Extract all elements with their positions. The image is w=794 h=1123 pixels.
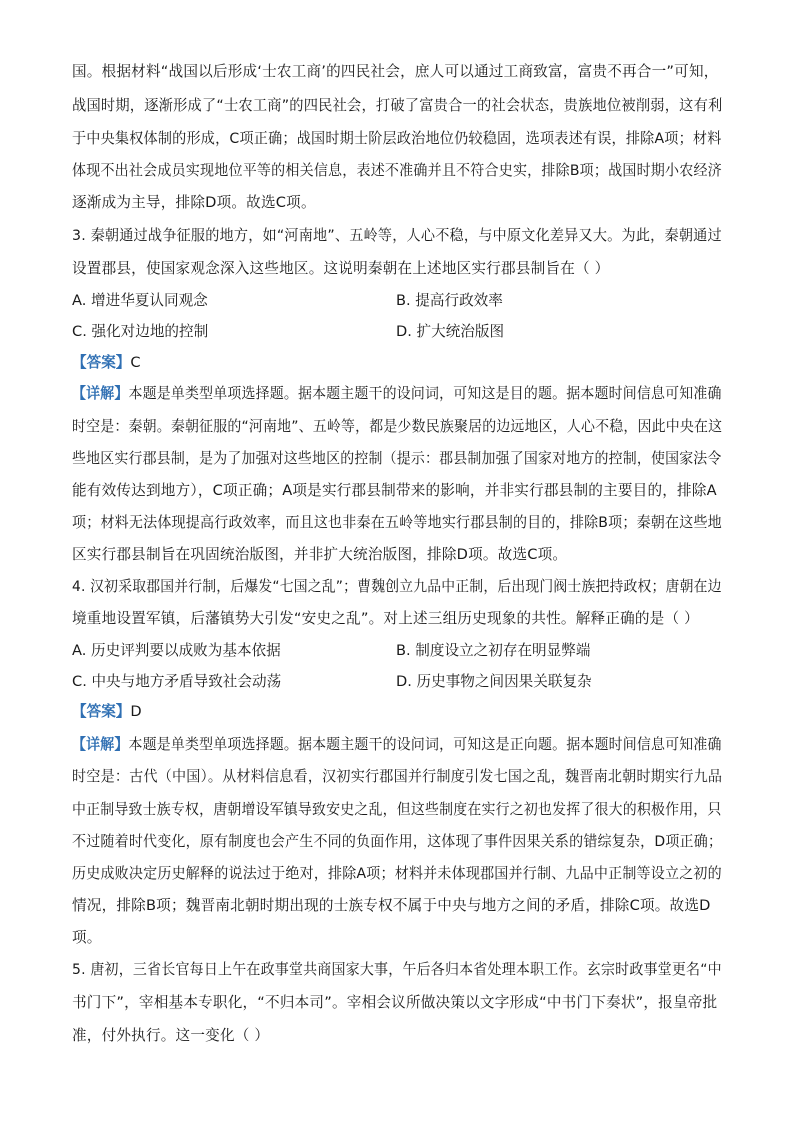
q3-detail-line: 项；材料无法体现提高行政效率，而且这也非秦在五岭等地实行郡县制的目的，排除B项；秦朝在这些地 bbox=[72, 514, 722, 531]
detail-tag: 【详解】 bbox=[72, 385, 129, 402]
question-4-stem: 4. 汉初采取郡国并行制，后爆发“七国之乱”；曹魏创立九品中正制，后出现门阀士族把持政权；唐朝在边 bbox=[72, 578, 722, 595]
q3-detail-line: 些地区实行郡县制，是为了加强对这些地区的控制（提示：郡县制加强了国家对地方的控制，使国家法令 bbox=[72, 450, 722, 467]
question-5-stem: 准，付外执行。这一变化（ ） bbox=[72, 1027, 270, 1044]
q4-option-d: D. 历史事物之间因果关联复杂 bbox=[396, 673, 592, 690]
q3-answer bbox=[72, 353, 141, 373]
text-line: 国。根据材料“战国以后形成‘士农工商’的四民社会，庶人可以通过工商致富，富贵不再合一”可知， bbox=[72, 63, 719, 80]
text-line: 战国时期，逐渐形成了“士农工商”的四民社会，打破了富贵合一的社会状态，贵族地位被削弱，这有利 bbox=[72, 97, 723, 114]
text-line: 逐渐成为主导，排除D项。故选C项。 bbox=[72, 194, 316, 211]
answer-value: D bbox=[130, 703, 142, 720]
text-line: 体现不出社会成员实现地位平等的相关信息，表述不准确并且不符合史实，排除B项；战国时期小农经济 bbox=[72, 162, 722, 179]
detail-tag: 【详解】 bbox=[72, 736, 129, 753]
detail-text: 本题是单类型单项选择题。据本题主题干的设问词，可知这是正向题。据本题时间信息可知准确 bbox=[128, 736, 722, 753]
answer-tag: 【答案】 bbox=[72, 703, 131, 720]
q3-detail-line bbox=[72, 384, 722, 404]
q3-detail-line: 能有效传达到地方），C项正确；A项是实行郡县制带来的影响，并非实行郡县制的主要目的，排除A bbox=[72, 482, 717, 499]
q4-detail-line: 历史成败决定历史解释的说法过于绝对，排除A项；材料并未体现郡国并行制、九品中正制等设立之初的 bbox=[72, 865, 722, 882]
q4-detail-line: 时空是：古代（中国）。从材料信息看，汉初实行郡国并行制度引发七国之乱，魏晋南北朝时期实行九品 bbox=[72, 768, 723, 785]
answer-value: C bbox=[130, 354, 141, 371]
q3-option-b: B. 提高行政效率 bbox=[396, 292, 503, 309]
q4-option-c: C. 中央与地方矛盾导致社会动荡 bbox=[72, 673, 282, 690]
question-3-stem: 3. 秦朝通过战争征服的地方，如“河南地”、五岭等，人心不稳，与中原文化差异又大。为此，秦朝通过 bbox=[72, 227, 722, 244]
q4-answer bbox=[72, 702, 142, 722]
q4-detail-line: 情况，排除B项；魏晋南北朝时期出现的士族专权不属于中央与地方之间的矛盾，排除C项。故选D bbox=[72, 897, 711, 914]
question-4-stem: 境重地设置军镇，后藩镇势大引发“安史之乱”。对上述三组历史现象的共性。解释正确的是（ ） bbox=[72, 610, 699, 627]
q4-option-a: A. 历史评判要以成败为基本依据 bbox=[72, 642, 281, 659]
q3-detail-line: 区实行郡县制旨在巩固统治版图，并非扩大统治版图，排除D项。故选C项。 bbox=[72, 546, 568, 563]
question-5-stem: 5. 唐初，三省长官每日上午在政事堂共商国家大事，午后各归本省处理本职工作。玄宗时政事堂更名“中 bbox=[72, 961, 722, 978]
answer-tag: 【答案】 bbox=[72, 354, 131, 371]
q4-detail-line bbox=[72, 735, 722, 755]
q3-option-c: C. 强化对边地的控制 bbox=[72, 323, 209, 340]
q3-detail-line: 时空是：秦朝。秦朝征服的“河南地”、五岭等，都是少数民族聚居的边远地区，人心不稳，因此中央在这 bbox=[72, 418, 723, 435]
question-3-stem: 设置郡县，使国家观念深入这些地区。这说明秦朝在上述地区实行郡县制旨在（ ） bbox=[72, 260, 610, 277]
q4-detail-line: 不过随着时代变化，原有制度也会产生不同的负面作用，这体现了事件因果关系的错综复杂，D项正确； bbox=[72, 833, 723, 850]
q4-detail-line: 项。 bbox=[72, 929, 102, 946]
question-5-stem: 书门下”，宰相基本专职化，“不归本司”。宰相会议所做决策以文字形成“中书门下奏状”，报皇帝批 bbox=[72, 994, 718, 1011]
q3-option-d: D. 扩大统治版图 bbox=[396, 323, 505, 340]
q4-detail-line: 中正制导致士族专权，唐朝增设军镇导致安史之乱，但这些制度在实行之初也发挥了很大的积极作用，只 bbox=[72, 801, 722, 818]
text-line: 于中央集权体制的形成，C项正确；战国时期士阶层政治地位仍较稳固，选项表述有误，排除A项；材料 bbox=[72, 130, 722, 147]
q3-option-a: A. 增进华夏认同观念 bbox=[72, 292, 208, 309]
detail-text: 本题是单类型单项选择题。据本题主题干的设问词，可知这是目的题。据本题时间信息可知准确 bbox=[128, 385, 722, 402]
q4-option-b: B. 制度设立之初存在明显弊端 bbox=[396, 642, 591, 659]
